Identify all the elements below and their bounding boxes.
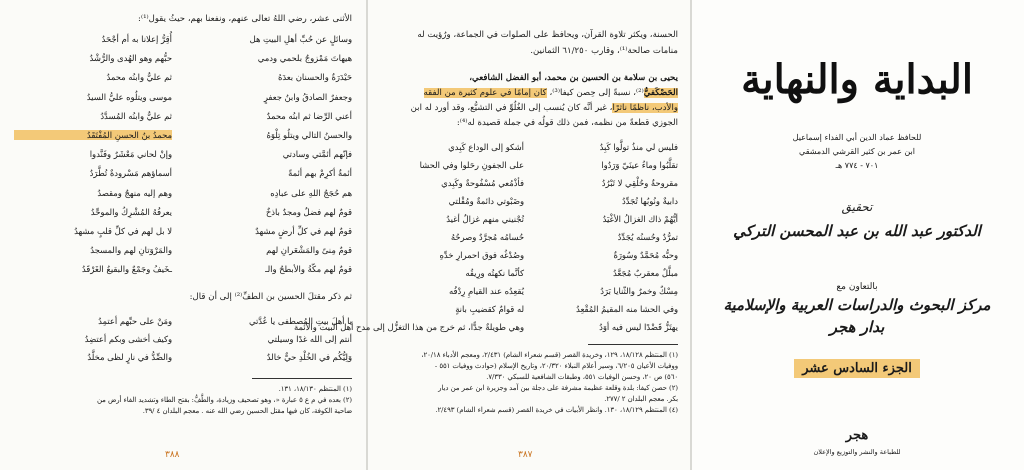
verse-hemistich-second: وإنْ لحاني مَعْشَرٌ وفَنَّدوا (89, 149, 172, 160)
verse-hemistich-first: مبلَّلٌ معقربٌ مُجَعَّدُ (612, 268, 678, 278)
cover-page (692, 0, 1024, 470)
verse-hemistich-first: وَلِيُّكُم في الخُلْدِ حيٌّ خالدٌ (266, 352, 352, 362)
tahqiq-label: تحقيق (841, 200, 873, 214)
bio-line-3-rest: ، غير أنَّه كان يُنسب إلى الغُلُوِّ في التشيُّع، وقد أورد له ابن (410, 103, 613, 113)
verse-hemistich-first: فإنّهم أئمَّتي وسادتي (282, 149, 352, 160)
verse-hemistich-second: يعرفُهُ المُشْرِكُ والموحِّدُ (90, 206, 172, 217)
page-387-intro-2: منامات صالحة⁽¹⁾، وقارب ٦١/٢٥٠ الثمانين. (530, 46, 678, 56)
verse-hemistich-first: وفي الحشا منه المقيمُ المُقْعِدُ (576, 304, 678, 314)
verse-hemistich-first: يا أهلَ بيتِ المُصطفى يا عُدَّتي (248, 316, 352, 326)
verse-hemistich-first: أعني الرِّضا ثم ابنُه محمدٌ (266, 110, 352, 121)
verse-hemistich-second: موسى ويتلُوه عليُّ السيدُ (86, 91, 172, 102)
verse-hemistich-first: قومٌ لهم فضلٌ ومجدٌ باذخٌ (265, 206, 352, 217)
verse-hemistich-second: وصُدْغُه فوق احمرارِ خدِّهِ (439, 250, 524, 260)
verse-hemistich-first: أئمةٌ أكرِمْ بهم أئمةً (288, 168, 352, 179)
verse-hemistich-first: أنتم إلى الله غدًا وسيلتي (267, 334, 352, 344)
verse-hemistich-second: ثم عليٌّ وابنُه محمدُ (106, 72, 172, 83)
verse-hemistich-first: مقروحةٌ وحُلْقِي لا تَبْرُدُ (601, 178, 678, 188)
verse-hemistich-second: على الجفونِ رحَلوا وفي الحشا (419, 160, 524, 170)
verse-hemistich-second: يُقعِدُه عند القيامِ رِدْفُه (449, 286, 524, 296)
verse-hemistich-second: محمدُ بنُ الحسنِ المُفْتَقَدُ (14, 130, 172, 140)
page-number-387: ٣٨٧ (518, 450, 533, 460)
author-dates: ٧٠١ - ٧٧٤ هـ (835, 161, 879, 170)
verse-hemistich-first: أيُّهُمْ ذاك الغزالُ الأغْيَدُ (602, 214, 678, 224)
editor-name: الدكتور عبد الله بن عبد المحسن التركي (733, 222, 981, 240)
verse-hemistich-first: تقلَّبُوا وماءُ عينَيّ وَرَدُوا (601, 160, 678, 170)
verse-hemistich-first: دابيةٌ ونُوبُها تُجَدِّدُ (621, 196, 678, 206)
bio-line-4: الجوزي قطعةً من نظمه، فمن ذلك قولُه في جملة قصيدة له⁽⁴⁾: (456, 118, 678, 128)
verse-hemistich-first: هم حُجَجُ اللهِ على عبادِه (270, 187, 352, 198)
verse-hemistich-first: قومٌ مِنىً والمَشْعَرانِ لهم (266, 245, 352, 256)
footnote-line: ٥٦٠) ص ٢٠، وحسن الوفيات ٥٥١، وطبقات الشافعية للسبكي ٧/٣٣٠. (486, 373, 678, 381)
author-line-1: للحافظ عماد الدين أبي الفداء إسماعيل (792, 133, 922, 142)
verse-hemistich-second: كأنَّما نكهتُه ورِيقُه (465, 268, 524, 278)
page-388-intro2: ثم ذكر مقتلَ الحسين بن الطفِّ⁽²⁾ إلى أن قال: (189, 292, 352, 302)
verse-hemistich-second: تُجْنيني منهم غزالٌ أغيدُ (446, 214, 524, 224)
verse-hemistich-first: والحسنُ التالي ويتلُو تِلْوَهُ (266, 130, 352, 140)
bio-name-highlight: الحَصْكَفيُّ (643, 88, 678, 98)
book-title: البداية والنهاية (741, 56, 973, 103)
verse-hemistich-second: لا بل لهم في كلِّ قلبٍ مشهدُ (74, 226, 172, 236)
verse-hemistich-second: وضَبْوتي دائمةٌ ومُقْلتي (448, 196, 524, 206)
cooperation-label: بالتعاون مع (836, 282, 878, 292)
verse-hemistich-second: أسماؤهم مَسْرودةٌ تُطَّرَدُ (89, 168, 172, 179)
verse-hemistich-first: وسائلٍ عن حُبِّ أهلِ البيتِ هل (249, 34, 352, 44)
volume-part: الجزء السادس عشر (794, 359, 920, 378)
footnote-rule (588, 344, 678, 345)
bio-line-2 (380, 88, 678, 99)
verse-hemistich-first: قومٌ لهم في كلِّ أرضٍ مشهدٌ (255, 226, 352, 236)
bio-line-3 (380, 103, 678, 114)
verse-hemistich-first: وجعفرٌ الصادقُ وابنُ جعفرٍ (263, 91, 352, 102)
bio-heading: يحيى بن سلامة بن الحسين بن محمد، أبو الفضل الشافعي، (469, 73, 678, 83)
verse-hemistich-second: حُسامُه مُجرَّدٌ وصرحُهُ (450, 232, 524, 242)
verse-hemistich-second: أُقِرُّ إعلانا به أم أجْحَدُ (101, 34, 172, 44)
publisher-tagline: للطباعة والنشر والتوزيع والإعلان (813, 448, 901, 456)
bio-line-2-rest: ⁽²⁾، نسبةً إلى حِصن كيفا⁽³⁾، (549, 88, 644, 98)
footnote-line: (٢) بعده في م ع ٥ عبارة «، وهو تصحيف وزيادة، والطَّفُّ: بفتح الطاء وتشديد الفاء أرض من (97, 396, 352, 404)
verse-hemistich-second: والمَرْوَتانِ لهم والمسجدُ (90, 245, 172, 256)
verse-hemistich-second: فأذْمُعي مُسْفُوحةٌ وكَبِدي (441, 178, 524, 188)
footnote-line: (١) المنتظم ١٨/١٢٨، ١٢٩، وخريدة القصر (قسم شعراء الشام) ٢/٤٣١، ومعجم الأدباء ٢٠/١٨، (421, 351, 678, 359)
footnote-line: (٢) حصن كيفا: بلدة وقلعة عظيمة مشرفة على دجلة بين آمد وجزيرة ابن عمر من ديار (438, 384, 678, 392)
page-387-intro-1: الحسنة، ويكثر تلاوة القرآن، ويحافظ على الصلوات في الجماعة، ورُؤيت له (417, 30, 678, 40)
verse-hemistich-second: والضِّدُّ في نارٍ لظى مخلَّدُ (87, 352, 172, 362)
verse-hemistich-second: وهي طويلةٌ جدًّا، ثم خرج من هذا التغزُّل إلى مدح أهل البيت والأئمة (293, 322, 524, 332)
author-line-2: ابن عمر بن كثير القرشي الدمشقي (799, 147, 915, 156)
verse-hemistich-first: مِسْكٌ وخمرٌ والثّنايا بَرَدُ (600, 286, 678, 296)
bio-highlight-phrase: كان إمامًا في علوم كثيرة من الفقه (423, 88, 547, 98)
verse-hemistich-first: فليس لي منذُ تولَّوا كَبِدُ (599, 142, 678, 152)
verse-hemistich-second: وكيف أخشى وبكم أعتضِدُ (84, 334, 172, 344)
org-name-line-2: بدار هجر (829, 318, 885, 336)
page-388 (0, 0, 366, 470)
footnote-line: ووفيات الأعيان ٦/٢٠٥، وسير أعلام النبلاء ٢٠/٣٢٠، وتاريخ الإسلام (حوادث ووفيات ٥٥١ - (434, 362, 678, 370)
bio-highlight-phrase-2: والأدب، ناظمًا ناثرًا (612, 103, 678, 113)
verse-hemistich-first: قومٌ لهم مكّةُ والأبطحُ والـ (265, 264, 352, 275)
footnote-line: (٤) المنتظم ١٨/١٢٩، ١٣٠. وانظر الأبيات في خريدة القصر (قسم شعراء الشام) ٢/٤٩٣. (435, 406, 678, 414)
verse-hemistich-first: وحبُّه مُحَمَّدٌ وسُورَةٌ (613, 250, 678, 260)
verse-hemistich-second: له قوامٌ كقضيبِ بانةٍ (455, 304, 524, 314)
verse-hemistich-first: حَيْدَرَةٌ والحسنان بعدَهُ (277, 72, 352, 83)
footnote-line: بكر. معجم البلدان ٢ /٢٧٧. (604, 395, 678, 403)
verse-hemistich-second: ثم عليٌّ وابنُه المُسدَّدُ (100, 110, 172, 121)
footnote-line: ضاحية الكوفة، كان فيها مقتل الحسين رضي الله عنه . معجم البلدان ٤ /٣٩. (142, 407, 352, 415)
verse-hemistich-first: تمرُّدٌ وحُسنُه يُجَدِّدُ (617, 232, 678, 242)
org-name-line-1: مركز البحوث والدراسات العربية والإسلامية (723, 296, 991, 314)
page-388-header: الأثنى عشر، رضي اللهُ تعالى عنهم، ونفعنا بهم، حيثُ يقول⁽¹⁾: (138, 14, 352, 24)
publisher-name: هجر (845, 428, 869, 443)
verse-hemistich-first: هيهاتَ مَمْزوجٌ بلحمي ودمي (257, 53, 352, 64)
verse-hemistich-second: ومَنْ على حبِّهم أعتمِدُ (98, 316, 172, 326)
verse-hemistich-second: حبُّهم وهو الهُدى والرُّشْدُ (89, 53, 172, 64)
verse-hemistich-second: ـخَيفُ وجَمْعٌ والبقيعُ الغَرْقَدُ (81, 264, 172, 275)
page-number-388: ٣٨٨ (165, 450, 180, 460)
footnote-line: (١) المنتظم ١٨/١٣٠، ١٣١. (278, 385, 352, 393)
volume-part-wrapper (722, 357, 992, 376)
verse-hemistich-second: أشكو إلى الوداع كَبِدي (448, 142, 524, 152)
verse-hemistich-first: يهتَزُّ قَضْدًا ليس فيه أوَدُ (599, 322, 678, 332)
footnote-rule (252, 378, 352, 379)
verse-hemistich-second: وهم إليه منهجٌ ومقصدُ (97, 187, 172, 198)
